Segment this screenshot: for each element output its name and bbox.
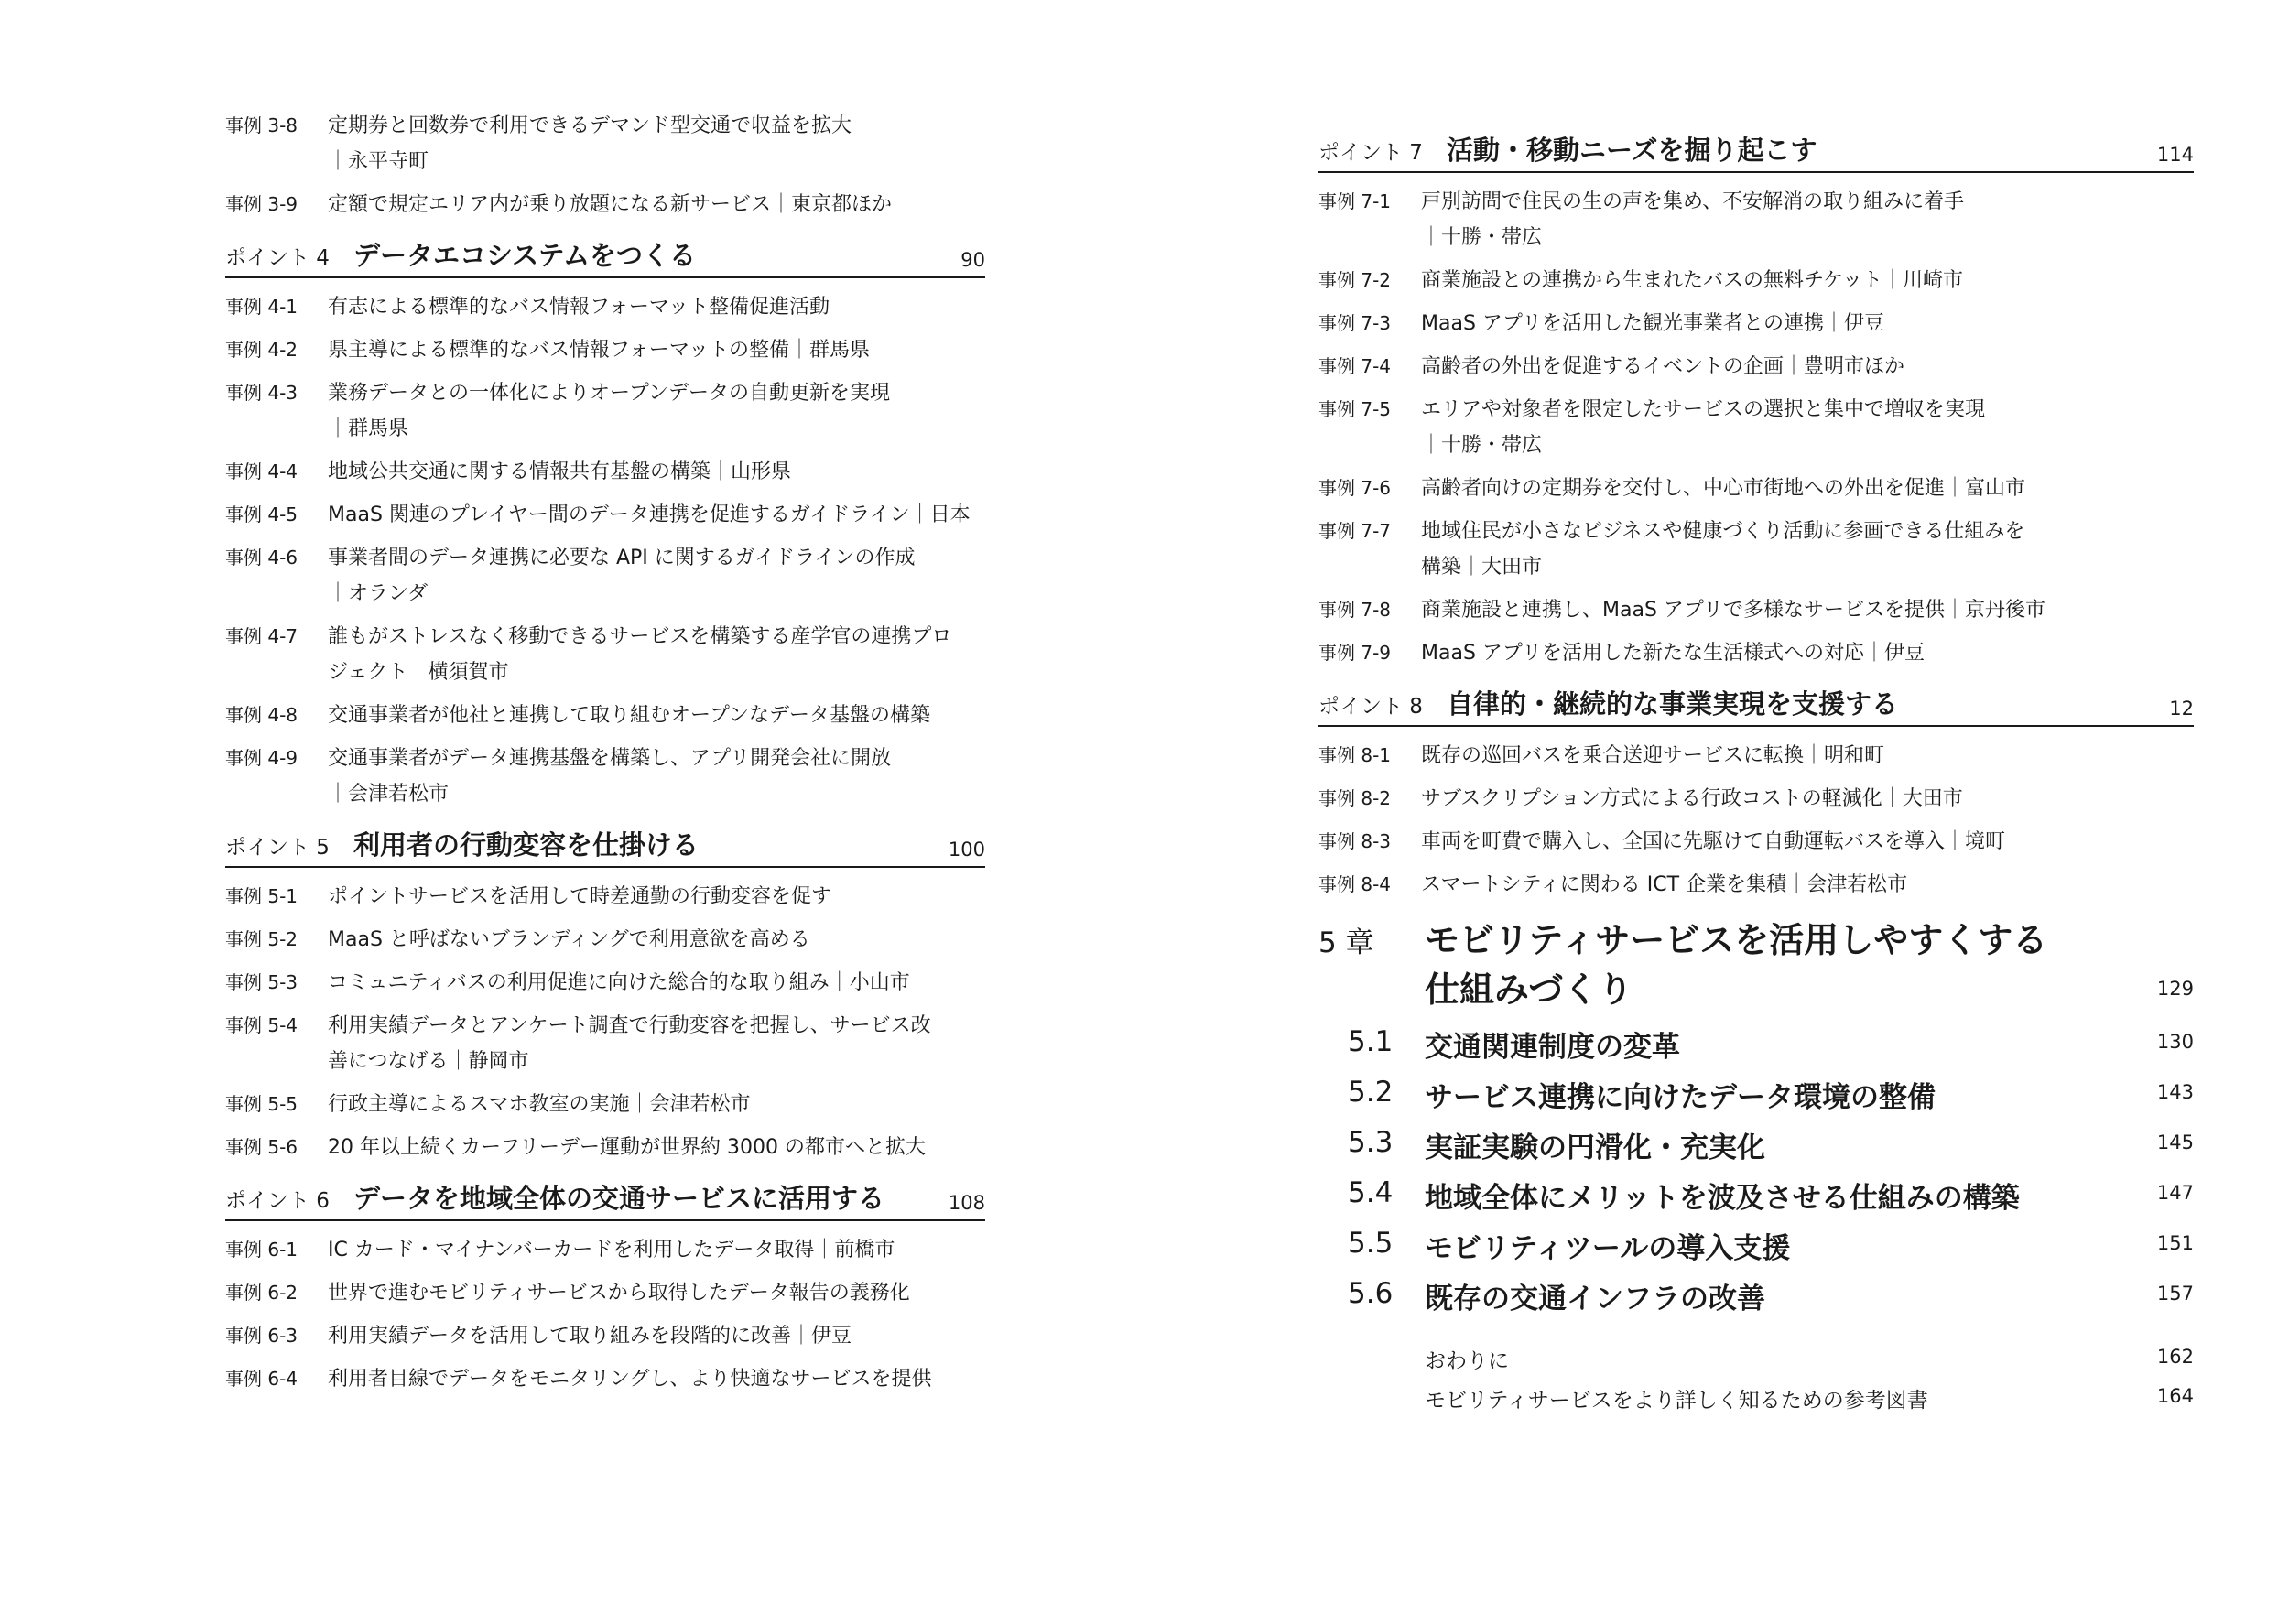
toc-case-entry[interactable] — [225, 1318, 985, 1354]
case-number: 事例 4-4 — [225, 460, 298, 482]
section-number: 5.1 — [1348, 1025, 1394, 1058]
case-title-line: 高齢者向けの定期券を交付し、中心市街地への外出を促進｜富山市 — [1421, 477, 2026, 500]
toc-right-column — [1318, 0, 2194, 910]
case-title-line: ｜十勝・帯広 — [1421, 226, 1543, 249]
case-title-line: 地域住民が小さなビジネスや健康づくり活動に参画できる仕組みを — [1421, 520, 2025, 543]
case-title — [1421, 824, 2194, 860]
toc-case-entry[interactable] — [225, 187, 985, 222]
case-title-line: 利用実績データとアンケート調査で行動変容を把握し、サービス改 — [328, 1014, 931, 1037]
toc-case-entry[interactable] — [225, 289, 985, 325]
case-title — [328, 1232, 985, 1268]
case-number: 事例 8-3 — [1318, 830, 1392, 852]
toc-case-entry[interactable] — [1318, 392, 2194, 463]
case-title-line: サブスクリプション方式による行政コストの軽減化｜大田市 — [1421, 787, 1963, 810]
point-heading-left — [225, 1178, 884, 1216]
section-title: 地域全体にメリットを波及させる仕組みの構築 — [1425, 1182, 2020, 1215]
case-title-line: ジェクト｜横須賀市 — [328, 661, 509, 684]
case-title-line: 県主導による標準的なバス情報フォーマットの整備｜群馬県 — [328, 339, 871, 362]
case-number: 事例 8-2 — [1318, 787, 1392, 809]
point-label: ポイント 7 — [1318, 141, 1423, 165]
case-title — [328, 965, 985, 1001]
case-number: 事例 6-2 — [225, 1282, 298, 1304]
case-title-line: 構築｜大田市 — [1421, 556, 1543, 579]
point-label: ポイント 6 — [225, 1189, 330, 1213]
toc-case-entry[interactable] — [225, 108, 985, 179]
case-title — [328, 698, 985, 733]
case-title — [328, 1008, 985, 1079]
case-title-line: ｜会津若松市 — [328, 783, 450, 806]
case-title — [1421, 263, 2194, 298]
case-title-line: 善につなげる｜静岡市 — [328, 1050, 529, 1073]
case-title-line: 商業施設と連携し、MaaS アプリで多様なサービスを提供｜京丹後市 — [1421, 599, 2046, 622]
toc-case-entry[interactable] — [1318, 184, 2194, 255]
section-number: 5.4 — [1348, 1176, 1394, 1209]
point-heading-left — [225, 825, 699, 862]
case-title — [328, 108, 985, 179]
case-title-line: MaaS アプリを活用した新たな生活様式への対応｜伊豆 — [1421, 642, 1926, 665]
point-page-number: 100 — [948, 839, 985, 861]
section-page-number: 145 — [2156, 1131, 2194, 1153]
case-title-line: MaaS と呼ばないブランディングで利用意欲を高める — [328, 928, 810, 951]
case-number: 事例 4-5 — [225, 503, 298, 525]
toc-section-entry[interactable] — [1318, 1068, 2194, 1119]
case-number: 事例 7-6 — [1318, 477, 1392, 499]
case-title-line: 世界で進むモビリティサービスから取得したデータ報告の義務化 — [328, 1282, 910, 1305]
section-page-number: 151 — [2156, 1232, 2194, 1254]
case-title — [1421, 738, 2194, 774]
end-entry-page-number: 164 — [2156, 1385, 2194, 1407]
toc-case-entry[interactable] — [1318, 867, 2194, 903]
toc-case-entry[interactable] — [225, 922, 985, 958]
toc-section-entry[interactable] — [1318, 1270, 2194, 1320]
toc-case-entry[interactable] — [225, 1275, 985, 1311]
section-number: 5.3 — [1348, 1126, 1394, 1159]
case-title-line: 交通事業者が他社と連携して取り組むオープンなデータ基盤の構築 — [328, 704, 931, 727]
point-title: 利用者の行動変容を仕掛ける — [353, 829, 699, 861]
toc-case-entry[interactable] — [1318, 349, 2194, 384]
toc-section-entry[interactable] — [1318, 1219, 2194, 1270]
toc-case-entry[interactable] — [225, 1361, 985, 1397]
case-number: 事例 7-3 — [1318, 312, 1392, 334]
toc-point-heading[interactable] — [225, 235, 985, 278]
case-title-line: ｜十勝・帯広 — [1421, 434, 1543, 457]
case-title-line: 20 年以上続くカーフリーデー運動が世界約 3000 の都市へと拡大 — [328, 1136, 926, 1159]
point-heading-left — [1318, 684, 1898, 721]
case-number: 事例 4-1 — [225, 296, 298, 318]
case-title — [328, 497, 985, 533]
case-title-line: 業務データとの一体化によりオープンデータの自動更新を実現 — [328, 382, 891, 405]
case-title-line: 交通事業者がデータ連携基盤を構築し、アプリ開発会社に開放 — [328, 747, 892, 770]
case-number: 事例 7-9 — [1318, 642, 1392, 664]
point-title: データエコシステムをつくる — [353, 240, 697, 271]
case-number: 事例 7-8 — [1318, 599, 1392, 621]
section-title: サービス連携に向けたデータ環境の整備 — [1425, 1081, 1936, 1114]
chapter-title-line: モビリティサービスを活用しやすくする — [1425, 920, 2048, 960]
toc-end-entry[interactable] — [1318, 1337, 2194, 1376]
point-page-number: 90 — [960, 249, 985, 271]
case-number: 事例 6-1 — [225, 1239, 298, 1261]
toc-point-heading[interactable] — [225, 1178, 985, 1221]
chapter-title-line: 仕組みづくり — [1425, 969, 1633, 1010]
case-number: 事例 4-2 — [225, 339, 298, 361]
toc-case-entry[interactable] — [225, 497, 985, 533]
toc-case-entry[interactable] — [225, 540, 985, 612]
section-number: 5.2 — [1348, 1076, 1394, 1109]
toc-case-entry[interactable] — [225, 1087, 985, 1122]
case-number: 事例 4-6 — [225, 547, 298, 568]
case-title — [1421, 514, 2194, 585]
case-title-line: 利用者目線でデータをモニタリングし、より快適なサービスを提供 — [328, 1368, 932, 1391]
toc-left-column — [225, 0, 985, 1404]
case-title-line: ポイントサービスを活用して時差通勤の行動変容を促す — [328, 885, 832, 908]
case-number: 事例 7-7 — [1318, 520, 1392, 542]
case-number: 事例 5-2 — [225, 928, 298, 950]
toc-section-entry[interactable] — [1318, 1169, 2194, 1219]
case-title — [328, 1318, 985, 1354]
case-title — [328, 619, 985, 690]
toc-case-entry[interactable] — [1318, 781, 2194, 817]
section-title: 交通関連制度の変革 — [1425, 1031, 1680, 1064]
case-title-line: ｜オランダ — [328, 582, 429, 605]
point-title: データを地域全体の交通サービスに活用する — [353, 1183, 884, 1214]
section-page-number: 147 — [2156, 1182, 2194, 1204]
chapter-label: 5 章 — [1318, 926, 1374, 959]
case-title — [328, 1130, 985, 1165]
case-number: 事例 8-4 — [1318, 873, 1392, 895]
point-page-number: 12 — [2169, 698, 2194, 720]
case-title — [1421, 392, 2194, 463]
case-title — [1421, 306, 2194, 341]
case-number: 事例 4-8 — [225, 704, 298, 726]
case-title-line: 有志による標準的なバス情報フォーマット整備促進活動 — [328, 296, 830, 319]
case-title-line: 高齢者の外出を促進するイベントの企画｜豊明市ほか — [1421, 355, 1905, 378]
section-number: 5.5 — [1348, 1227, 1394, 1260]
case-title-line: MaaS 関連のプレイヤー間のデータ連携を促進するガイドライン｜日本 — [328, 503, 971, 526]
case-title-line: 定期券と回数券で利用できるデマンド型交通で収益を拡大 — [328, 114, 852, 137]
toc-case-entry[interactable] — [225, 375, 985, 447]
chapter-title — [1425, 915, 2047, 1014]
case-title-line: スマートシティに関わる ICT 企業を集積｜会津若松市 — [1421, 873, 1908, 896]
case-number: 事例 5-3 — [225, 971, 298, 993]
case-title-line: 事業者間のデータ連携に必要な API に関するガイドラインの作成 — [328, 547, 916, 569]
section-page-number: 130 — [2156, 1031, 2194, 1053]
toc-case-entry[interactable] — [225, 741, 985, 812]
case-number: 事例 3-8 — [225, 114, 298, 136]
toc-case-entry[interactable] — [1318, 263, 2194, 298]
point-label: ポイント 8 — [1318, 695, 1423, 719]
case-number: 事例 7-2 — [1318, 269, 1392, 291]
case-title — [1421, 184, 2194, 255]
toc-case-entry[interactable] — [225, 1232, 985, 1268]
case-number: 事例 7-5 — [1318, 398, 1392, 420]
section-title: 既存の交通インフラの改善 — [1425, 1283, 1765, 1315]
toc-case-entry[interactable] — [225, 454, 985, 490]
case-number: 事例 4-3 — [225, 382, 298, 404]
case-number: 事例 6-3 — [225, 1325, 298, 1347]
point-heading-left — [1318, 130, 1817, 168]
end-matter-list — [1318, 1337, 2194, 1415]
case-title-line: 定額で規定エリア内が乗り放題になる新サービス｜東京都ほか — [328, 193, 893, 216]
case-title — [328, 1361, 985, 1397]
case-number: 事例 3-9 — [225, 193, 298, 215]
point-page-number: 114 — [2156, 144, 2194, 166]
section-page-number: 143 — [2156, 1081, 2194, 1103]
point-heading-left — [225, 235, 696, 273]
toc-point-heading[interactable] — [1318, 130, 2194, 173]
case-title — [1421, 635, 2194, 671]
case-title-line: ｜群馬県 — [328, 417, 409, 440]
section-number: 5.6 — [1348, 1277, 1394, 1310]
case-number: 事例 5-4 — [225, 1014, 298, 1036]
toc-case-entry[interactable] — [225, 965, 985, 1001]
case-title — [328, 375, 985, 447]
case-number: 事例 4-9 — [225, 747, 298, 769]
case-title — [328, 454, 985, 490]
toc-case-entry[interactable] — [225, 879, 985, 915]
end-entry-title: モビリティサービスをより詳しく知るための参考図書 — [1425, 1389, 1928, 1413]
case-number: 事例 6-4 — [225, 1368, 298, 1390]
case-title-line: 商業施設との連携から生まれたバスの無料チケット｜川崎市 — [1421, 269, 1964, 292]
toc-case-entry[interactable] — [225, 698, 985, 733]
case-title — [328, 187, 985, 222]
case-title — [328, 741, 985, 812]
case-number: 事例 8-1 — [1318, 744, 1392, 766]
point-title: 活動・移動ニーズを掘り起こす — [1446, 135, 1817, 166]
case-title-line: IC カード・マイナンバーカードを利用したデータ取得｜前橋市 — [328, 1239, 895, 1261]
point-title: 自律的・継続的な事業実現を支援する — [1446, 688, 1898, 720]
toc-case-entry[interactable] — [1318, 306, 2194, 341]
section-page-number: 157 — [2156, 1283, 2194, 1305]
case-title-line: 行政主導によるスマホ教室の実施｜会津若松市 — [328, 1093, 751, 1116]
chapter-heading[interactable] — [1318, 915, 2194, 1018]
case-number: 事例 7-1 — [1318, 190, 1392, 212]
case-title-line: 戸別訪問で住民の生の声を集め、不安解消の取り組みに着手 — [1421, 190, 1965, 213]
point-label: ポイント 4 — [225, 246, 330, 270]
case-title — [1421, 471, 2194, 506]
case-title-line: 利用実績データを活用して取り組みを段階的に改善｜伊豆 — [328, 1325, 852, 1348]
case-title-line: 既存の巡回バスを乗合送迎サービスに転換｜明和町 — [1421, 744, 1885, 767]
case-title — [1421, 781, 2194, 817]
case-number: 事例 4-7 — [225, 625, 298, 647]
case-title-line: 車両を町費で購入し、全国に先駆けて自動運転バスを導入｜境町 — [1421, 830, 2006, 853]
case-number: 事例 5-1 — [225, 885, 298, 907]
case-title-line: エリアや対象者を限定したサービスの選択と集中で増収を実現 — [1421, 398, 1986, 421]
case-number: 事例 5-5 — [225, 1093, 298, 1115]
toc-end-entry[interactable] — [1318, 1376, 2194, 1415]
case-number: 事例 7-4 — [1318, 355, 1392, 377]
toc-case-entry[interactable] — [225, 1008, 985, 1079]
case-number: 事例 5-6 — [225, 1136, 298, 1158]
toc-case-entry[interactable] — [1318, 824, 2194, 860]
case-title-line: ｜永平寺町 — [328, 150, 429, 173]
chapter-5-block — [1318, 915, 2194, 1415]
point-label: ポイント 5 — [225, 836, 330, 860]
end-entry-title: おわりに — [1425, 1349, 1509, 1373]
case-title — [328, 922, 985, 958]
chapter-page-number: 129 — [2156, 978, 2194, 1000]
case-title-line: 地域公共交通に関する情報共有基盤の構築｜山形県 — [328, 460, 792, 483]
toc-case-entry[interactable] — [1318, 514, 2194, 585]
point-page-number: 108 — [948, 1192, 985, 1214]
case-title — [1421, 592, 2194, 628]
case-title — [1421, 867, 2194, 903]
case-title — [328, 540, 985, 612]
toc-case-entry[interactable] — [1318, 471, 2194, 506]
section-title: 実証実験の円滑化・充実化 — [1425, 1131, 1765, 1164]
toc-point-heading[interactable] — [225, 825, 985, 868]
case-title — [328, 879, 985, 915]
end-entry-page-number: 162 — [2156, 1346, 2194, 1368]
toc-section-entry[interactable] — [1318, 1119, 2194, 1169]
toc-case-entry[interactable] — [1318, 635, 2194, 671]
toc-case-entry[interactable] — [225, 1130, 985, 1165]
chapter-section-list — [1318, 1018, 2194, 1320]
toc-case-entry[interactable] — [1318, 738, 2194, 774]
toc-case-entry[interactable] — [225, 619, 985, 690]
case-title — [328, 1275, 985, 1311]
toc-section-entry[interactable] — [1318, 1018, 2194, 1068]
toc-case-entry[interactable] — [1318, 592, 2194, 628]
case-title-line: 誰もがストレスなく移動できるサービスを構築する産学官の連携プロ — [328, 625, 952, 648]
case-title — [1421, 349, 2194, 384]
case-title-line: MaaS アプリを活用した観光事業者との連携｜伊豆 — [1421, 312, 1885, 335]
case-title — [328, 1087, 985, 1122]
toc-case-entry[interactable] — [225, 332, 985, 368]
section-title: モビリティツールの導入支援 — [1425, 1232, 1791, 1265]
case-title-line: コミュニティバスの利用促進に向けた総合的な取り組み｜小山市 — [328, 971, 910, 994]
case-title — [328, 332, 985, 368]
toc-point-heading[interactable] — [1318, 684, 2194, 727]
case-title — [328, 289, 985, 325]
